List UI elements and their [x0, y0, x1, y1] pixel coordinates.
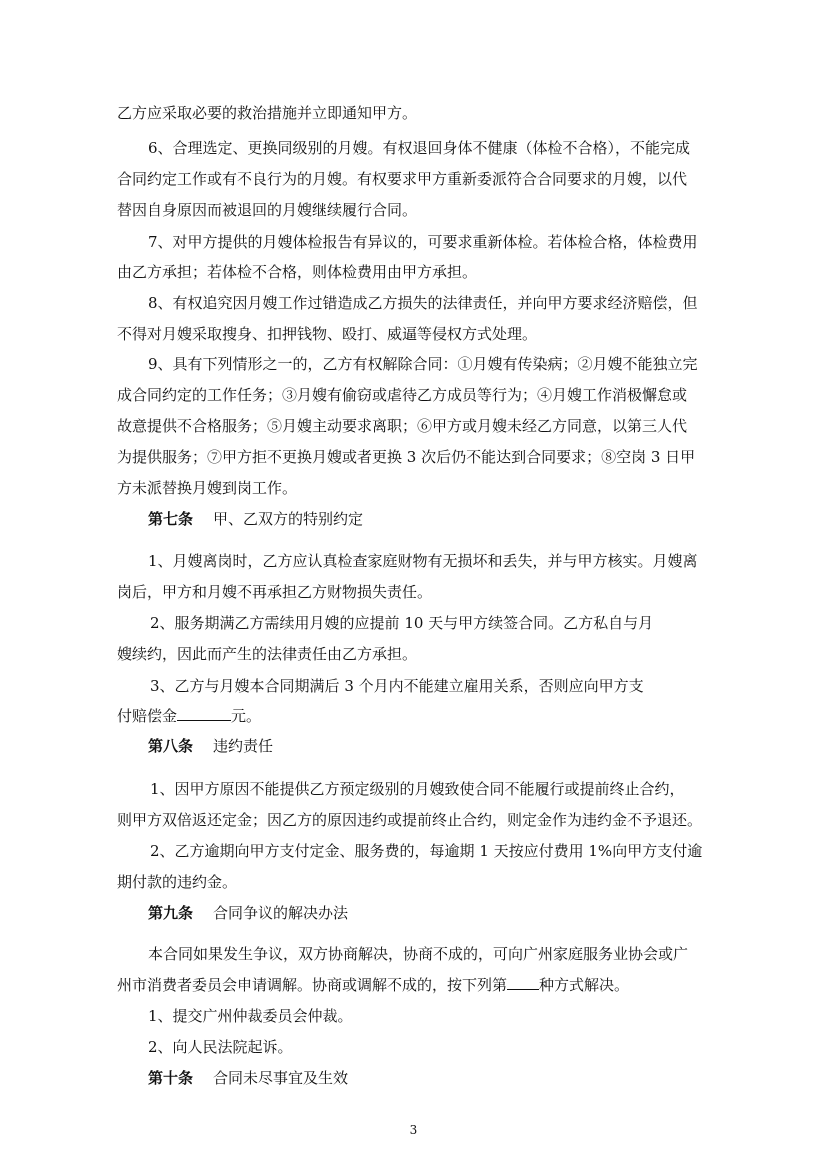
paragraph-line: 由乙方承担；若体检不合格，则体检费用由甲方承担。 — [117, 263, 478, 281]
paragraph-line: 6、合理选定、更换同级别的月嫂。有权退回身体不健康（体检不合格），不能完成 — [148, 139, 691, 157]
section-heading-10 — [148, 1068, 348, 1088]
paragraph-line: 为提供服务；⑦甲方拒不更换月嫂或者更换 3 次后仍不能达到合同要求；⑧空岗 3 日甲 — [117, 448, 696, 466]
paragraph-line: 9、具有下列情形之一的，乙方有权解除合同：①月嫂有传染病；②月嫂不能独立完 — [148, 355, 698, 373]
paragraph-line: 则甲方双倍返还定金；因乙方的原因违约或提前终止合约，则定金作为违约金不予退还。 — [117, 811, 703, 829]
section-title: 违约责任 — [213, 737, 274, 755]
paragraph-line: 2、向人民法院起诉。 — [148, 1038, 293, 1056]
paragraph-line: 1、提交广州仲裁委员会仲裁。 — [148, 1007, 353, 1025]
text-segment: 付赔偿金 — [117, 707, 178, 725]
paragraph-line: 1、因甲方原因不能提供乙方预定级别的月嫂致使合同不能履行或提前终止合约， — [150, 780, 685, 798]
section-title: 甲、乙双方的特别约定 — [213, 510, 364, 528]
text-segment: 元。 — [231, 707, 262, 725]
section-title: 合同未尽事宜及生效 — [213, 1069, 349, 1087]
paragraph-line: 期付款的违约金。 — [117, 873, 238, 891]
paragraph-line: 8、有权追究因月嫂工作过错造成乙方损失的法律责任，并向甲方要求经济赔偿，但 — [148, 294, 698, 312]
paragraph-line: 故意提供不合格服务；⑤月嫂主动要求离职；⑥甲方或月嫂未经乙方同意，以第三人代 — [117, 417, 688, 435]
page-number: 3 — [409, 1123, 418, 1137]
paragraph-line: 2、服务期满乙方需续用月嫂的应提前 10 天与甲方续签合同。乙方私自与月 — [150, 614, 654, 632]
paragraph-line: 替因自身原因而被退回的月嫂继续履行合同。 — [117, 201, 418, 219]
paragraph-line: 嫂续约，因此而产生的法律责任由乙方承担。 — [117, 645, 418, 663]
paragraph-line: 乙方应采取必要的救治措施并立即通知甲方。 — [117, 104, 418, 122]
section-heading-7 — [148, 509, 363, 529]
paragraph-line: 方未派替换月嫂到岗工作。 — [117, 479, 298, 497]
section-heading-8 — [148, 736, 273, 756]
text-segment: 州市消费者委员会申请调解。协商或调解不成的，按下列第 — [117, 976, 508, 994]
section-number: 第八条 — [148, 737, 194, 755]
section-number: 第九条 — [148, 904, 194, 922]
paragraph-line: 2、乙方逾期向甲方支付定金、服务费的，每逾期 1 天按应付费用 1%向甲方支付逾 — [150, 842, 703, 860]
text-segment: 种方式解决。 — [539, 976, 630, 994]
paragraph-line: 1、月嫂离岗时，乙方应认真检查家庭财物有无损坏和丢失，并与甲方核实。月嫂离 — [148, 552, 698, 570]
paragraph-line: 成合同约定的工作任务；③月嫂有偷窃或虐待乙方成员等行为；④月嫂工作消极懈怠或 — [117, 386, 688, 404]
paragraph-line: 不得对月嫂采取搜身、扣押钱物、殴打、威逼等侵权方式处理。 — [117, 325, 538, 343]
section-number: 第十条 — [148, 1069, 194, 1087]
paragraph-line: 岗后，甲方和月嫂不再承担乙方财物损失责任。 — [117, 583, 433, 601]
fill-in-blank — [507, 975, 539, 990]
section-number: 第七条 — [148, 510, 194, 528]
fill-in-blank — [177, 706, 231, 721]
paragraph-line: 7、对甲方提供的月嫂体检报告有异议的，可要求重新体检。若体检合格，体检费用 — [148, 233, 698, 251]
section-heading-9 — [148, 903, 348, 923]
paragraph-line: 本合同如果发生争议，双方协商解决，协商不成的，可向广州家庭服务业协会或广 — [148, 945, 689, 963]
paragraph-line: 合同约定工作或有不良行为的月嫂。有权要求甲方重新委派符合合同要求的月嫂，以代 — [117, 170, 688, 188]
section-title: 合同争议的解决办法 — [213, 904, 349, 922]
paragraph-line — [117, 706, 717, 726]
paragraph-line: 3、乙方与月嫂本合同期满后 3 个月内不能建立雇用关系，否则应向甲方支 — [150, 677, 644, 695]
paragraph-line — [117, 975, 717, 995]
